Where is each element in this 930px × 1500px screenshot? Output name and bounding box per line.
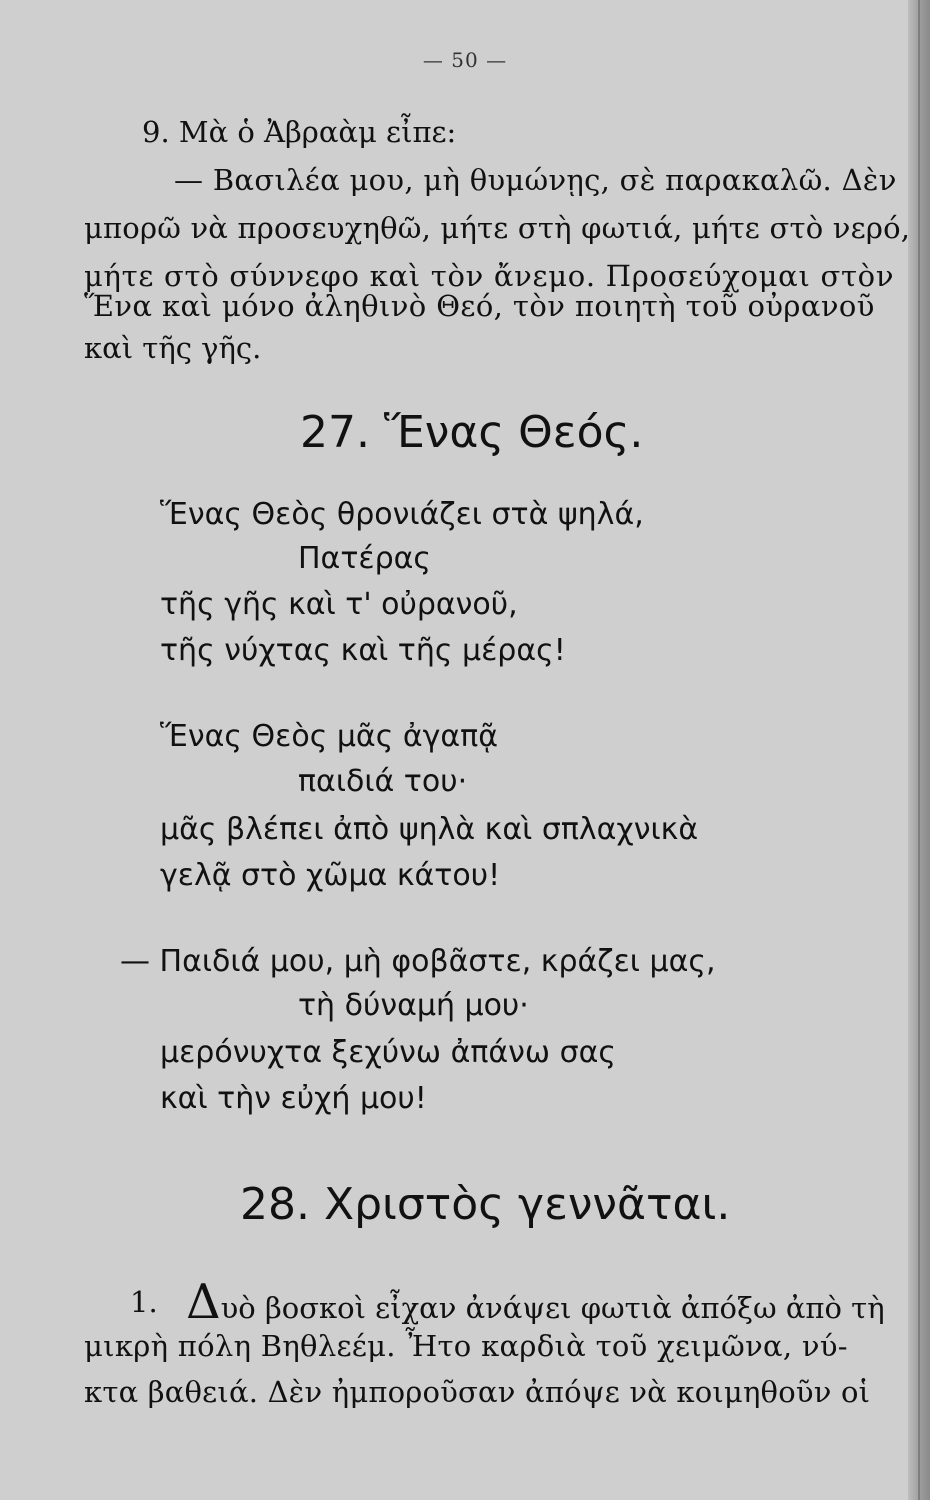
text-line: καὶ τῆς γῆς. xyxy=(84,331,262,365)
poem-line: καὶ τὴν εὐχή μου! xyxy=(160,1081,427,1116)
paragraph-number: 1. xyxy=(130,1285,158,1319)
poem-line: τῆς γῆς καὶ τ' οὐρανοῦ, xyxy=(160,587,518,622)
text-line-rest: υὸ βοσκοὶ εἶχαν ἀνάψει φωτιὰ ἀπόξω ἀπὸ τὴ xyxy=(220,1291,885,1325)
section-title: 28. Χριστὸς γεννᾶται. xyxy=(240,1179,731,1230)
text-line: μπορῶ νὰ προσευχηθῶ, μήτε στὴ φωτιά, μήτε στὸ νερό, xyxy=(84,211,911,245)
poem-line: γελᾷ στὸ χῶμα κάτου! xyxy=(160,858,501,893)
page-binding-line xyxy=(918,0,920,1500)
poem-line: Πατέρας xyxy=(298,541,432,576)
poem-line: τὴ δύναμή μου· xyxy=(298,988,529,1023)
poem-line: Ἕνας Θεὸς θρονιάζει στὰ ψηλά, xyxy=(160,497,644,532)
text-line xyxy=(186,1274,885,1330)
poem-line: Ἕνας Θεὸς μᾶς ἀγαπᾷ xyxy=(160,719,498,754)
text-line: Ἕνα καὶ μόνο ἀληθινὸ Θεό, τὸν ποιητὴ τοῦ οὐρανοῦ xyxy=(84,289,875,323)
page-number: — 50 — xyxy=(422,48,508,72)
drop-cap: Δ xyxy=(186,1274,221,1330)
poem-line: τῆς νύχτας καὶ τῆς μέρας! xyxy=(160,633,566,668)
text-line: — Βασιλέα μου, μὴ θυμώνῃς, σὲ παρακαλῶ. Δὲν xyxy=(174,163,897,197)
text-line: μήτε στὸ σύννεφο καὶ τὸν ἄνεμο. Προσεύχομαι στὸν xyxy=(84,259,895,293)
poem-line: παιδιά του· xyxy=(298,764,468,799)
text-line: μικρὴ πόλη Βηθλεέμ. Ἦτο καρδιὰ τοῦ χειμῶνα, νύ- xyxy=(84,1329,848,1363)
text-line: 9. Μὰ ὁ Ἀβραὰμ εἶπε: xyxy=(142,115,457,149)
text-line: κτα βαθειά. Δὲν ἠμποροῦσαν ἀπόψε νὰ κοιμηθοῦν οἱ xyxy=(84,1375,871,1409)
poem-title: 27. Ἕνας Θεός. xyxy=(300,407,644,458)
poem-line: — Παιδιά μου, μὴ φοβᾶστε, κράζει μας, xyxy=(120,944,716,979)
poem-line: μερόνυχτα ξεχύνω ἀπάνω σας xyxy=(160,1035,616,1070)
poem-line: μᾶς βλέπει ἀπὸ ψηλὰ καὶ σπλαχνικὰ xyxy=(160,812,699,847)
